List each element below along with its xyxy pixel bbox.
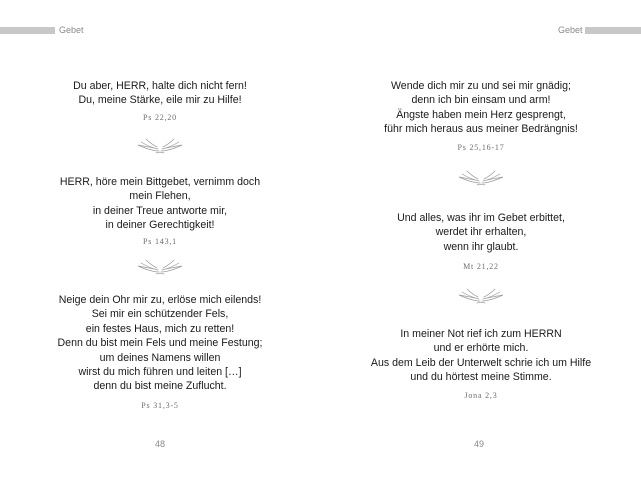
right-page bbox=[321, 0, 641, 480]
wings-icon bbox=[136, 259, 184, 277]
verse-line: Sei mir ein schützender Fels, bbox=[91, 308, 229, 321]
bible-reference: Jona 2,3 bbox=[464, 391, 498, 400]
header-bar bbox=[585, 27, 641, 34]
wings-icon bbox=[457, 170, 505, 188]
verse-block bbox=[321, 211, 641, 254]
verse-line: Wende dich mir zu und sei mir gnädig; bbox=[391, 80, 571, 92]
verse-line: Und alles, was ihr im Gebet erbittet, bbox=[397, 212, 565, 224]
bible-reference: Mt 21,22 bbox=[463, 262, 499, 271]
verse-line: mein Flehen, bbox=[129, 190, 191, 203]
verse-line: Du aber, HERR, halte dich nicht fern! bbox=[73, 80, 247, 92]
verse-line: um deines Namens willen bbox=[99, 351, 221, 364]
verse-line: wenn ihr glaubt. bbox=[443, 240, 519, 253]
bible-reference: Ps 25,16-17 bbox=[457, 143, 505, 152]
verse-line: denn du bist meine Zuflucht. bbox=[93, 380, 227, 393]
bible-reference: Ps 31,3-5 bbox=[141, 401, 179, 410]
bible-reference: Ps 143,1 bbox=[143, 237, 177, 246]
header-bar bbox=[0, 27, 55, 34]
verse-line: in deiner Gerechtigkeit! bbox=[105, 219, 215, 232]
running-header: Gebet bbox=[558, 25, 583, 35]
verse-block bbox=[0, 293, 320, 394]
verse-line: HERR, höre mein Bittgebet, vernimm doch bbox=[59, 176, 261, 188]
verse-line: Ängste haben mein Herz gesprengt, bbox=[396, 108, 566, 121]
verse-line: ein festes Haus, mich zu retten! bbox=[85, 322, 235, 335]
verse-line: Neige dein Ohr mir zu, erlöse mich eilends! bbox=[58, 294, 262, 306]
page-number: 49 bbox=[474, 439, 485, 449]
verse-line: führ mich heraus aus meiner Bedrängnis! bbox=[384, 123, 578, 136]
page-number: 48 bbox=[155, 439, 166, 449]
verse-block bbox=[0, 175, 320, 233]
wings-icon bbox=[457, 288, 505, 306]
running-header: Gebet bbox=[59, 25, 84, 35]
wings-icon bbox=[136, 138, 184, 156]
verse-block bbox=[321, 79, 641, 137]
verse-line: wirst du mich führen und leiten […] bbox=[78, 366, 242, 379]
verse-line: und er erhörte mich. bbox=[433, 342, 529, 355]
verse-line: und du hörtest meine Stimme. bbox=[410, 371, 552, 384]
verse-line: Denn du bist mein Fels und meine Festung; bbox=[57, 337, 263, 350]
verse-line: werdet ihr erhalten, bbox=[435, 226, 527, 239]
verse-block bbox=[0, 79, 320, 108]
verse-line: Du, meine Stärke, eile mir zu Hilfe! bbox=[78, 94, 242, 107]
left-page bbox=[0, 0, 320, 480]
verse-line: Aus dem Leib der Unterwelt schrie ich um Hilfe bbox=[370, 356, 592, 369]
verse-block bbox=[321, 327, 641, 385]
verse-line: denn ich bin einsam und arm! bbox=[411, 94, 551, 107]
verse-line: in deiner Treue antworte mir, bbox=[92, 204, 228, 217]
bible-reference: Ps 22,20 bbox=[143, 113, 177, 122]
verse-line: In meiner Not rief ich zum HERRN bbox=[400, 328, 562, 340]
